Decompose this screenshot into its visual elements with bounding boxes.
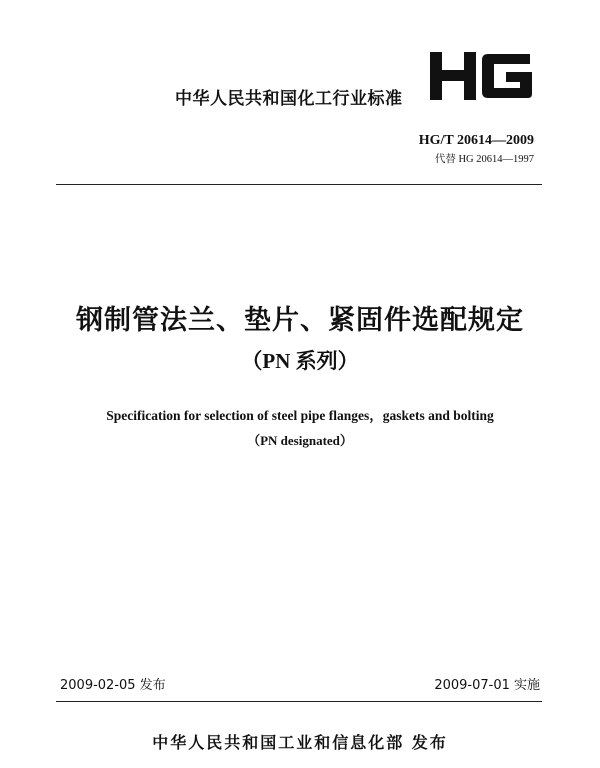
- issue-date: 2009-02-05 发布: [60, 678, 166, 693]
- bottom-divider: [56, 701, 542, 702]
- english-subtitle: （PN designated）: [247, 433, 353, 448]
- standard-category-title: 中华人民共和国化工行业标准: [175, 89, 403, 109]
- standard-number: HG/T 20614—2009: [418, 133, 534, 148]
- replaces-standard: 代替 HG 20614—1997: [434, 154, 534, 165]
- standard-code-block: [419, 133, 534, 166]
- implementation-date: 2009-07-01 实施: [434, 678, 540, 693]
- top-divider: [56, 184, 542, 185]
- chinese-title: 钢制管法兰、垫片、紧固件选配规定: [76, 305, 524, 336]
- english-title: Specification for selection of steel pipe flanges，gaskets and bolting: [106, 408, 494, 423]
- publisher: 中华人民共和国工业和信息化部 发布: [152, 733, 448, 752]
- hg-logo: [428, 50, 534, 102]
- chinese-subtitle: （PN 系列）: [241, 349, 359, 373]
